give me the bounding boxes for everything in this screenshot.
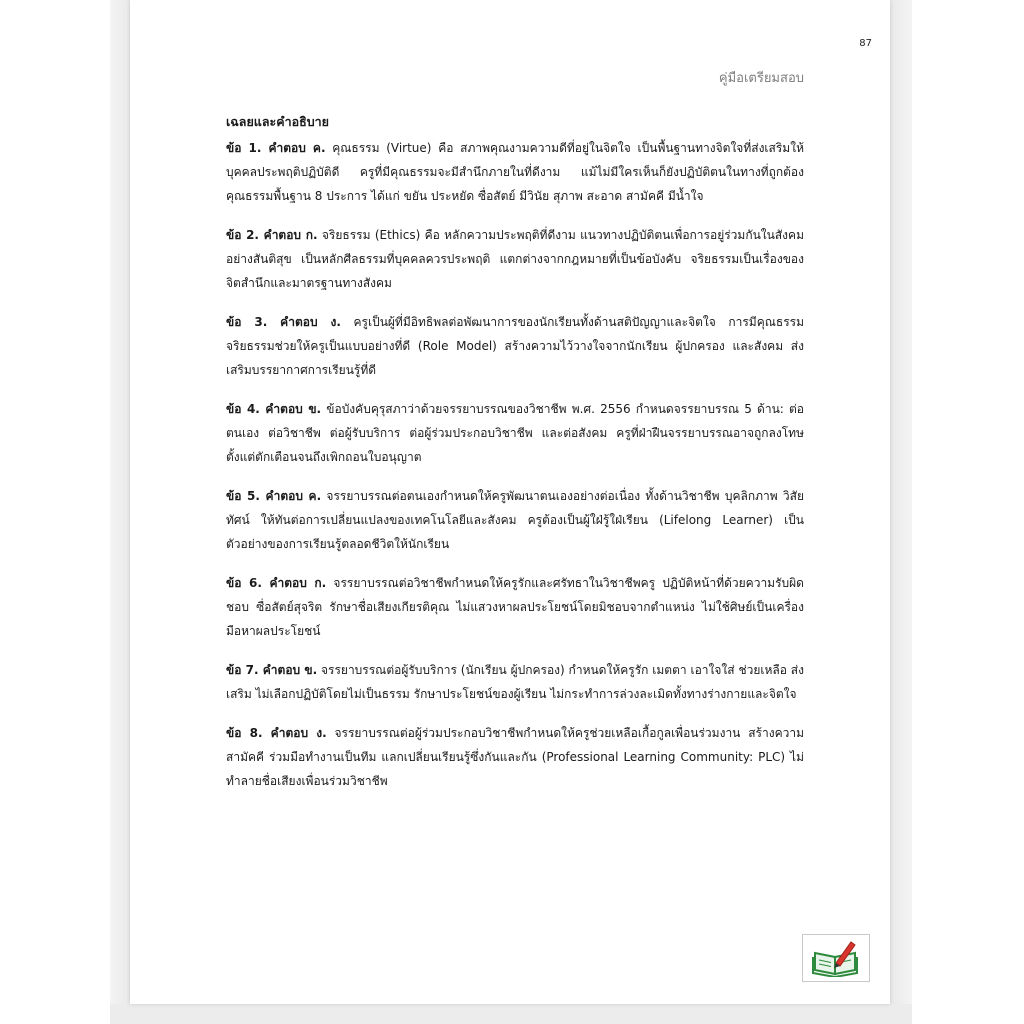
page-edge-left (110, 0, 130, 1024)
document-page (130, 0, 890, 1004)
answer-item (226, 136, 804, 208)
section-title: เฉลยและคำอธิบาย (226, 114, 329, 129)
answer-item (226, 310, 804, 382)
answer-label: ข้อ 2. คำตอบ ก. (226, 228, 318, 242)
page-edge-bottom (110, 1004, 912, 1024)
answer-text: จรรยาบรรณต่อผู้ร่วมประกอบวิชาชีพกำหนดให้ครูช่วยเหลือเกื้อกูลเพื่อนร่วมงาน สร้างความสามัคคี ร่วมมือทำงานเป็นทีม แลกเปลี่ยนเรียนรู้ซึ่งกันและกัน (Professional Learning Community: PLC) ไม่ทำลายชื่อเสียงเพื่อนร่วมวิชาชีพ (226, 726, 804, 788)
answer-item (226, 658, 804, 706)
answer-item (226, 571, 804, 643)
answer-item (226, 721, 804, 793)
answer-list (226, 136, 804, 808)
answer-label: ข้อ 4. คำตอบ ข. (226, 402, 322, 416)
answer-label: ข้อ 6. คำตอบ ก. (226, 576, 327, 590)
answer-text: จรรยาบรรณต่อวิชาชีพกำหนดให้ครูรักและศรัทธาในวิชาชีพครู ปฏิบัติหน้าที่ด้วยความรับผิดชอบ ซื่อสัตย์สุจริต รักษาชื่อเสียงเกียรติคุณ ไม่แสวงหาผลประโยชน์โดยมิชอบจากตำแหน่ง ไม่ใช้ศิษย์เป็นเครื่องมือหาผลประโยชน์ (226, 576, 804, 638)
answer-item (226, 484, 804, 556)
answer-text: ข้อบังคับคุรุสภาว่าด้วยจรรยาบรรณของวิชาชีพ พ.ศ. 2556 กำหนดจรรยาบรรณ 5 ด้าน: ต่อตนเอง ต่อวิชาชีพ ต่อผู้รับบริการ ต่อผู้ร่วมประกอบวิชาชีพ และต่อสังคม ครูที่ฝ่าฝืนจรรยาบรรณอาจถูกลงโทษตั้งแต่ตักเตือนจนถึงเพิกถอนใบอนุญาต (226, 402, 804, 464)
answer-text: จริยธรรม (Ethics) คือ หลักความประพฤติที่ดีงาม แนวทางปฏิบัติตนเพื่อการอยู่ร่วมกันในสังคมอย่างสันติสุข เป็นหลักศีลธรรมที่บุคคลควรประพฤติ แตกต่างจากกฎหมายที่เป็นข้อบังคับ จริยธรรมเป็นเรื่องของจิตสำนึกและมาตรฐานทางสังคม (226, 228, 804, 290)
answer-label: ข้อ 1. คำตอบ ค. (226, 141, 326, 155)
answer-text: คุณธรรม (Virtue) คือ สภาพคุณงามความดีที่อยู่ในจิตใจ เป็นพื้นฐานทางจิตใจที่ส่งเสริมให้บุคคลประพฤติปฏิบัติดี ครูที่มีคุณธรรมจะมีสำนึกภายในที่ดีงาม แม้ไม่มีใครเห็นก็ยังปฏิบัติตนในทางที่ถูกต้อง คุณธรรมพื้นฐาน 8 ประการ ได้แก่ ขยัน ประหยัด ซื่อสัตย์ มีวินัย สุภาพ สะอาด สามัคคี มีน้ำใจ (226, 141, 804, 203)
answer-text: จรรยาบรรณต่อผู้รับบริการ (นักเรียน ผู้ปกครอง) กำหนดให้ครูรัก เมตตา เอาใจใส่ ช่วยเหลือ ส่งเสริม ไม่เลือกปฏิบัติโดยไม่เป็นธรรม รักษาประโยชน์ของผู้เรียน ไม่กระทำการล่วงละเมิดทั้งทางร่างกายและจิตใจ (226, 663, 804, 701)
answer-label: ข้อ 5. คำตอบ ค. (226, 489, 322, 503)
answer-label: ข้อ 8. คำตอบ ง. (226, 726, 327, 740)
answer-label: ข้อ 3. คำตอบ ง. (226, 315, 341, 329)
page-edge-right (890, 0, 912, 1024)
book-pencil-icon-graphic (811, 939, 861, 977)
answer-label: ข้อ 7. คำตอบ ข. (226, 663, 318, 677)
running-head: คู่มือเตรียมสอบ (718, 71, 804, 86)
answer-text: ครูเป็นผู้ที่มีอิทธิพลต่อพัฒนาการของนักเรียนทั้งด้านสติปัญญาและจิตใจ การมีคุณธรรมจริยธรรมช่วยให้ครูเป็นแบบอย่างที่ดี (Role Model) สร้างความไว้วางใจจากนักเรียน ผู้ปกครอง และสังคม ส่งเสริมบรรยากาศการเรียนรู้ที่ดี (226, 315, 804, 377)
book-pencil-icon (802, 934, 870, 982)
page-number: 87 (859, 38, 872, 49)
answer-text: จรรยาบรรณต่อตนเองกำหนดให้ครูพัฒนาตนเองอย่างต่อเนื่อง ทั้งด้านวิชาชีพ บุคลิกภาพ วิสัยทัศน์ ให้ทันต่อการเปลี่ยนแปลงของเทคโนโลยีและสังคม ครูต้องเป็นผู้ใฝ่รู้ใฝ่เรียน (Lifelong Learner) เป็นตัวอย่างของการเรียนรู้ตลอดชีวิตให้นักเรียน (226, 489, 804, 551)
answer-item (226, 397, 804, 469)
answer-item (226, 223, 804, 295)
